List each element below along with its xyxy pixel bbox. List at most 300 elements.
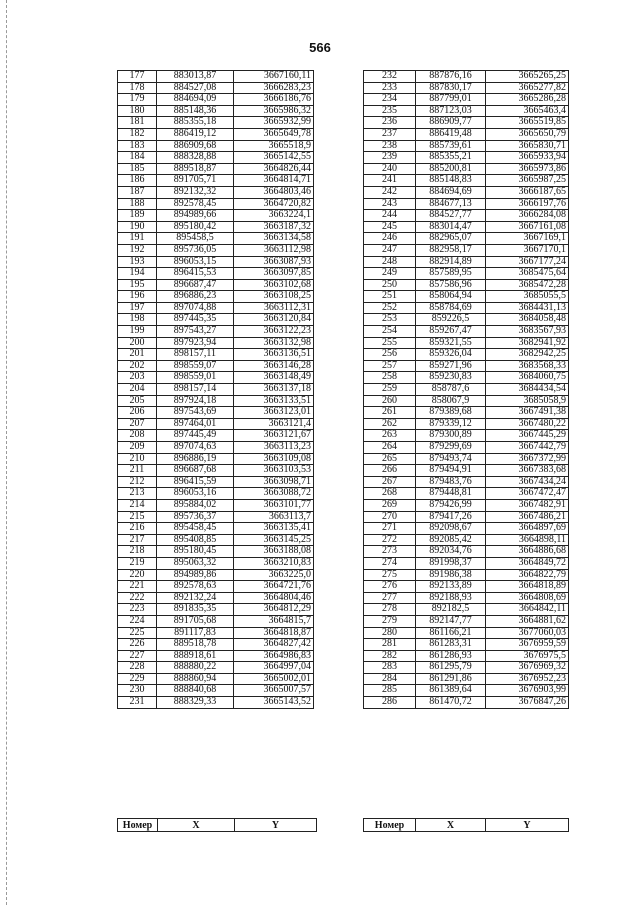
coord-y: 3667170,1 (486, 244, 569, 256)
coord-x: 884694,69 (416, 186, 486, 198)
table-row (118, 557, 314, 569)
point-number: 278 (364, 604, 416, 616)
coord-x: 884694,09 (157, 94, 234, 106)
coord-x: 886909,77 (416, 117, 486, 129)
point-number: 235 (364, 105, 416, 117)
coord-x: 879339,12 (416, 418, 486, 430)
table-row (364, 523, 569, 535)
coord-y: 3663087,93 (234, 256, 314, 268)
table-row (364, 94, 569, 106)
point-number: 209 (118, 442, 157, 454)
point-number: 261 (364, 407, 416, 419)
coord-x: 898157,11 (157, 349, 234, 361)
table-row (118, 256, 314, 268)
table-row (118, 186, 314, 198)
table-row (364, 627, 569, 639)
coord-y: 3683568,33 (486, 360, 569, 372)
point-number: 249 (364, 268, 416, 280)
coord-y: 3663098,71 (234, 476, 314, 488)
table-row (118, 140, 314, 152)
table-row (364, 360, 569, 372)
point-number: 212 (118, 476, 157, 488)
coord-y: 3665002,01 (234, 673, 314, 685)
point-number: 254 (364, 326, 416, 338)
point-number: 196 (118, 291, 157, 303)
coord-y: 3665649,78 (234, 128, 314, 140)
coord-x: 879426,99 (416, 499, 486, 511)
coord-y: 3676903,99 (486, 685, 569, 697)
column-header-left (117, 818, 317, 832)
coord-x: 887123,03 (416, 105, 486, 117)
coord-y: 3663187,32 (234, 221, 314, 233)
scan-left-edge (6, 0, 8, 905)
coord-y: 3666186,76 (234, 94, 314, 106)
point-number: 221 (118, 581, 157, 593)
table-row (364, 233, 569, 245)
coord-x: 892188,93 (416, 592, 486, 604)
coord-y: 3676847,26 (486, 697, 569, 709)
coord-x: 897543,69 (157, 407, 234, 419)
point-number: 229 (118, 673, 157, 685)
coord-x: 897923,94 (157, 337, 234, 349)
coord-y: 3664814,71 (234, 175, 314, 187)
point-number: 185 (118, 163, 157, 175)
coord-x: 898559,01 (157, 372, 234, 384)
point-number: 258 (364, 372, 416, 384)
point-number: 236 (364, 117, 416, 129)
point-number: 211 (118, 465, 157, 477)
coord-y: 3663112,98 (234, 244, 314, 256)
table-row (118, 105, 314, 117)
coord-x: 895736,37 (157, 511, 234, 523)
coord-x: 898559,07 (157, 360, 234, 372)
table-row (118, 511, 314, 523)
table-row (364, 465, 569, 477)
point-number: 202 (118, 360, 157, 372)
point-number: 190 (118, 221, 157, 233)
table-row (118, 592, 314, 604)
coord-y: 3684434,54 (486, 384, 569, 396)
coord-x: 897464,01 (157, 418, 234, 430)
header-x: X (158, 819, 235, 832)
point-number: 183 (118, 140, 157, 152)
point-number: 210 (118, 453, 157, 465)
point-number: 282 (364, 650, 416, 662)
header-number: Номер (364, 819, 416, 832)
coord-x: 892147,77 (416, 615, 486, 627)
coord-y: 3664898,11 (486, 534, 569, 546)
table-row (118, 662, 314, 674)
coord-x: 891986,38 (416, 569, 486, 581)
point-number: 191 (118, 233, 157, 245)
point-number: 265 (364, 453, 416, 465)
table-row (118, 326, 314, 338)
table-row (118, 604, 314, 616)
coord-x: 859226,5 (416, 314, 486, 326)
point-number: 277 (364, 592, 416, 604)
coord-y: 3664818,89 (486, 581, 569, 593)
point-number: 184 (118, 152, 157, 164)
coord-y: 3664827,42 (234, 639, 314, 651)
point-number: 178 (118, 82, 157, 94)
point-number: 271 (364, 523, 416, 535)
coord-y: 3663136,51 (234, 349, 314, 361)
coord-y: 3664815,7 (234, 615, 314, 627)
table-row (118, 82, 314, 94)
coord-y: 3666283,23 (234, 82, 314, 94)
table-row (118, 453, 314, 465)
coord-x: 896415,59 (157, 476, 234, 488)
coord-y: 3663112,31 (234, 302, 314, 314)
table-row (364, 268, 569, 280)
table-row (364, 604, 569, 616)
coord-y: 3663103,53 (234, 465, 314, 477)
coord-y: 3676969,32 (486, 662, 569, 674)
coord-x: 884677,13 (416, 198, 486, 210)
coord-y: 3667486,21 (486, 511, 569, 523)
coord-x: 897074,63 (157, 442, 234, 454)
table-row (118, 442, 314, 454)
coord-y: 3667482,91 (486, 499, 569, 511)
table-row (364, 499, 569, 511)
point-number: 260 (364, 395, 416, 407)
coord-y: 3663137,18 (234, 384, 314, 396)
coord-x: 879299,69 (416, 442, 486, 454)
coord-y: 3685055,5 (486, 291, 569, 303)
coord-x: 887799,01 (416, 94, 486, 106)
table-row (364, 592, 569, 604)
coord-y: 3664826,44 (234, 163, 314, 175)
table-row (364, 105, 569, 117)
coord-x: 879493,74 (416, 453, 486, 465)
coord-y: 3663133,51 (234, 395, 314, 407)
point-number: 234 (364, 94, 416, 106)
coord-x: 882958,17 (416, 244, 486, 256)
point-number: 273 (364, 546, 416, 558)
coord-x: 888918,61 (157, 650, 234, 662)
point-number: 253 (364, 314, 416, 326)
point-number: 255 (364, 337, 416, 349)
coord-y: 3664822,79 (486, 569, 569, 581)
coord-x: 879483,76 (416, 476, 486, 488)
coord-y: 3663109,08 (234, 453, 314, 465)
table-row (118, 71, 314, 83)
point-number: 227 (118, 650, 157, 662)
point-number: 270 (364, 511, 416, 523)
point-number: 177 (118, 71, 157, 83)
coord-x: 895458,45 (157, 523, 234, 535)
coord-y: 3663102,68 (234, 279, 314, 291)
table-row (364, 546, 569, 558)
coord-x: 894989,86 (157, 569, 234, 581)
table-row (364, 557, 569, 569)
coord-y: 3665986,32 (234, 105, 314, 117)
point-number: 218 (118, 546, 157, 558)
point-number: 242 (364, 186, 416, 198)
coord-x: 891117,83 (157, 627, 234, 639)
point-number: 244 (364, 210, 416, 222)
coord-x: 879300,89 (416, 430, 486, 442)
table-row (364, 453, 569, 465)
table-row (364, 128, 569, 140)
table-row (118, 268, 314, 280)
coord-x: 888840,68 (157, 685, 234, 697)
table-row (118, 117, 314, 129)
point-number: 203 (118, 372, 157, 384)
point-number: 237 (364, 128, 416, 140)
point-number: 181 (118, 117, 157, 129)
coord-y: 3666197,76 (486, 198, 569, 210)
coord-y: 3667383,68 (486, 465, 569, 477)
table-row (118, 546, 314, 558)
coord-y: 3665932,99 (234, 117, 314, 129)
coord-x: 884527,77 (416, 210, 486, 222)
coord-y: 3664720,82 (234, 198, 314, 210)
point-number: 204 (118, 384, 157, 396)
table-row (118, 395, 314, 407)
coord-x: 897074,88 (157, 302, 234, 314)
coord-y: 3664849,72 (486, 557, 569, 569)
table-row (364, 82, 569, 94)
coord-y: 3667160,11 (234, 71, 314, 83)
coord-x: 897543,27 (157, 326, 234, 338)
column-header-right (363, 818, 569, 832)
point-number: 247 (364, 244, 416, 256)
point-number: 219 (118, 557, 157, 569)
point-number: 263 (364, 430, 416, 442)
table-row (364, 534, 569, 546)
point-number: 230 (118, 685, 157, 697)
coord-y: 3664721,76 (234, 581, 314, 593)
coord-y: 3663120,84 (234, 314, 314, 326)
table-row (364, 175, 569, 187)
coord-x: 895884,02 (157, 499, 234, 511)
table-row (364, 256, 569, 268)
point-number: 215 (118, 511, 157, 523)
point-number: 286 (364, 697, 416, 709)
table-row (118, 476, 314, 488)
table-row (364, 697, 569, 709)
point-number: 264 (364, 442, 416, 454)
coord-y: 3664886,68 (486, 546, 569, 558)
coord-x: 892578,45 (157, 198, 234, 210)
point-number: 274 (364, 557, 416, 569)
coord-y: 3663101,77 (234, 499, 314, 511)
point-number: 239 (364, 152, 416, 164)
table-row (364, 569, 569, 581)
coord-y: 3665987,25 (486, 175, 569, 187)
coord-y: 3663108,25 (234, 291, 314, 303)
coord-y: 3664997,04 (234, 662, 314, 674)
coord-y: 3676952,23 (486, 673, 569, 685)
coord-y: 3665973,86 (486, 163, 569, 175)
point-number: 246 (364, 233, 416, 245)
coord-y: 3663148,49 (234, 372, 314, 384)
coord-x: 887830,17 (416, 82, 486, 94)
point-number: 180 (118, 105, 157, 117)
coord-x: 885148,36 (157, 105, 234, 117)
coord-x: 892085,42 (416, 534, 486, 546)
coord-y: 3685475,64 (486, 268, 569, 280)
coord-y: 3684431,13 (486, 302, 569, 314)
point-number: 189 (118, 210, 157, 222)
point-number: 225 (118, 627, 157, 639)
point-number: 228 (118, 662, 157, 674)
table-row (118, 128, 314, 140)
table-row (118, 697, 314, 709)
table-row (118, 233, 314, 245)
table-row (118, 279, 314, 291)
coord-y: 3663145,25 (234, 534, 314, 546)
table-row (364, 395, 569, 407)
header-number: Номер (118, 819, 158, 832)
coord-x: 895736,05 (157, 244, 234, 256)
coord-x: 886419,48 (416, 128, 486, 140)
table-row (364, 291, 569, 303)
coord-x: 891835,35 (157, 604, 234, 616)
coord-x: 885355,21 (416, 152, 486, 164)
point-number: 272 (364, 534, 416, 546)
coord-y: 3683567,93 (486, 326, 569, 338)
table-row (118, 615, 314, 627)
coord-x: 858784,69 (416, 302, 486, 314)
table-row (118, 198, 314, 210)
table-row (364, 673, 569, 685)
table-row (364, 488, 569, 500)
coord-y: 3663188,08 (234, 546, 314, 558)
coord-x: 897445,49 (157, 430, 234, 442)
table-row (364, 314, 569, 326)
coord-x: 883014,47 (416, 221, 486, 233)
coord-y: 3677060,03 (486, 627, 569, 639)
coord-y: 3663097,85 (234, 268, 314, 280)
coord-y: 3664818,87 (234, 627, 314, 639)
coord-x: 861389,64 (416, 685, 486, 697)
point-number: 266 (364, 465, 416, 477)
table-row (364, 511, 569, 523)
coord-x: 897924,18 (157, 395, 234, 407)
table-row (118, 384, 314, 396)
point-number: 283 (364, 662, 416, 674)
table-row (118, 465, 314, 477)
table-row (118, 372, 314, 384)
coord-x: 892182,5 (416, 604, 486, 616)
coord-x: 889518,78 (157, 639, 234, 651)
point-number: 199 (118, 326, 157, 338)
coord-y: 3663210,83 (234, 557, 314, 569)
point-number: 188 (118, 198, 157, 210)
coord-y: 3667434,24 (486, 476, 569, 488)
point-number: 206 (118, 407, 157, 419)
coord-x: 884527,08 (157, 82, 234, 94)
coord-y: 3665463,4 (486, 105, 569, 117)
coord-x: 894989,66 (157, 210, 234, 222)
table-row (118, 639, 314, 651)
point-number: 195 (118, 279, 157, 291)
coord-x: 861283,31 (416, 639, 486, 651)
coord-x: 879417,26 (416, 511, 486, 523)
coord-x: 896053,15 (157, 256, 234, 268)
coord-y: 3664986,83 (234, 650, 314, 662)
coord-x: 896886,23 (157, 291, 234, 303)
table-row (118, 627, 314, 639)
point-number: 259 (364, 384, 416, 396)
point-number: 284 (364, 673, 416, 685)
table-row (364, 163, 569, 175)
point-number: 187 (118, 186, 157, 198)
point-number: 194 (118, 268, 157, 280)
coord-y: 3665933,94 (486, 152, 569, 164)
point-number: 250 (364, 279, 416, 291)
table-row (118, 291, 314, 303)
point-number: 233 (364, 82, 416, 94)
point-number: 179 (118, 94, 157, 106)
coord-y: 3664881,62 (486, 615, 569, 627)
coord-y: 3667445,29 (486, 430, 569, 442)
coord-y: 3663113,23 (234, 442, 314, 454)
coord-x: 889518,87 (157, 163, 234, 175)
point-number: 205 (118, 395, 157, 407)
coord-x: 891705,71 (157, 175, 234, 187)
table-row (118, 94, 314, 106)
table-row (364, 349, 569, 361)
table-row (364, 210, 569, 222)
table-row (118, 302, 314, 314)
table-row (364, 384, 569, 396)
coord-x: 895063,32 (157, 557, 234, 569)
coordinates-table-left (117, 70, 314, 709)
table-row (364, 442, 569, 454)
coord-y: 3664897,69 (486, 523, 569, 535)
coord-x: 891705,68 (157, 615, 234, 627)
point-number: 220 (118, 569, 157, 581)
point-number: 214 (118, 499, 157, 511)
coord-y: 3676959,59 (486, 639, 569, 651)
table-row (364, 186, 569, 198)
table-row (364, 302, 569, 314)
coord-x: 861286,93 (416, 650, 486, 662)
table-row (364, 372, 569, 384)
point-number: 281 (364, 639, 416, 651)
coord-x: 888329,33 (157, 697, 234, 709)
table-row (118, 488, 314, 500)
coord-y: 3663121,4 (234, 418, 314, 430)
coord-y: 3665142,55 (234, 152, 314, 164)
coord-x: 857589,95 (416, 268, 486, 280)
coord-y: 3665277,82 (486, 82, 569, 94)
table-row (364, 476, 569, 488)
coord-y: 3667472,47 (486, 488, 569, 500)
coord-y: 3665143,52 (234, 697, 314, 709)
coord-y: 3663225,0 (234, 569, 314, 581)
coord-x: 896687,68 (157, 465, 234, 477)
table-row (364, 662, 569, 674)
point-number: 213 (118, 488, 157, 500)
point-number: 252 (364, 302, 416, 314)
table-row (118, 430, 314, 442)
table-row (364, 337, 569, 349)
coord-x: 888880,22 (157, 662, 234, 674)
coord-x: 888860,94 (157, 673, 234, 685)
point-number: 193 (118, 256, 157, 268)
point-number: 207 (118, 418, 157, 430)
point-number: 248 (364, 256, 416, 268)
coord-x: 887876,16 (416, 71, 486, 83)
coord-x: 896886,19 (157, 453, 234, 465)
coord-x: 882965,07 (416, 233, 486, 245)
table-row (364, 615, 569, 627)
coord-x: 892132,32 (157, 186, 234, 198)
